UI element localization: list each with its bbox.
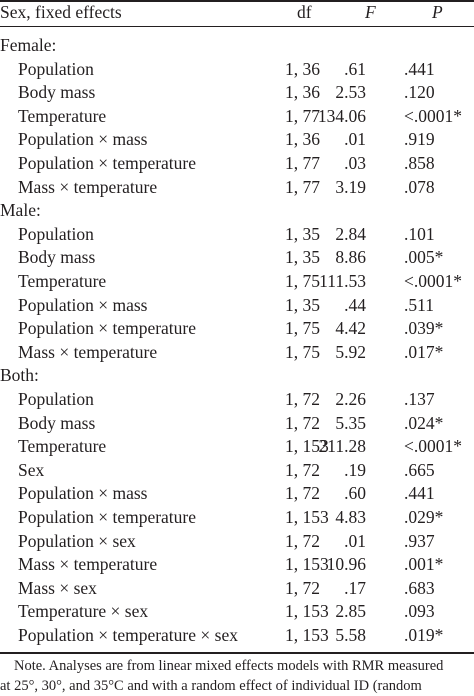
p-cell: .019*: [404, 625, 444, 645]
p-cell: .858: [404, 153, 435, 173]
table-row: [0, 388, 474, 412]
effect-label: Population × mass: [18, 483, 148, 504]
table-note: [0, 656, 474, 696]
df-cell: 1, 35: [285, 294, 320, 315]
df-cell: 1, 36: [285, 82, 320, 103]
table-row: [0, 176, 474, 200]
table-row: [0, 223, 474, 247]
table-header-rule: [0, 26, 474, 27]
effect-label: Population × mass: [18, 129, 148, 150]
f-cell: .03: [344, 153, 366, 173]
p-cell: <.0001*: [404, 105, 462, 126]
f-cell: 3.19: [335, 176, 366, 197]
effect-label: Body mass: [18, 247, 96, 268]
effect-label: Mass × sex: [18, 577, 97, 598]
df-cell: 1, 35: [285, 247, 320, 268]
table-bottom-rule: [0, 652, 474, 654]
df-cell: 1, 36: [285, 129, 320, 150]
group-row: [0, 34, 474, 58]
table-row: [0, 530, 474, 554]
effect-label: Temperature: [18, 105, 107, 126]
effect-label: Population: [18, 223, 94, 244]
p-cell: .665: [404, 459, 435, 480]
p-cell: .120: [404, 82, 435, 103]
p-cell: .078: [404, 176, 435, 197]
effect-label: Population × temperature: [18, 318, 197, 339]
effect-label: Population × sex: [18, 530, 136, 551]
p-cell: .441: [404, 483, 435, 504]
df-cell: 1, 75: [285, 271, 320, 291]
p-cell: .511: [404, 294, 434, 315]
table-row: [0, 128, 474, 152]
f-cell: 111.53: [319, 271, 366, 291]
table-row: [0, 482, 474, 506]
effect-label: Temperature: [18, 436, 107, 457]
df-cell: 1, 153: [285, 436, 329, 457]
table-row: [0, 58, 474, 82]
f-cell: 2.84: [335, 223, 366, 244]
p-cell: .005*: [404, 247, 444, 268]
table-row: [0, 459, 474, 483]
df-cell: 1, 77: [285, 105, 320, 126]
f-cell: 2.53: [335, 82, 366, 103]
table-row: [0, 553, 474, 577]
effect-label: Population: [18, 58, 94, 79]
effect-label: Population × mass: [18, 294, 148, 315]
table-row: [0, 412, 474, 436]
note-line-2: at 25°, 30°, and 35°C and with a random effect of individual ID (random: [0, 678, 422, 694]
group-label: Female:: [0, 35, 57, 55]
f-cell: .44: [344, 294, 366, 315]
effect-label: Temperature × sex: [18, 601, 149, 622]
df-cell: 1, 72: [285, 530, 320, 551]
p-cell: .919: [404, 129, 435, 150]
f-cell: .01: [344, 530, 366, 551]
f-cell: 2.85: [335, 601, 366, 622]
f-cell: .60: [344, 483, 366, 504]
effect-label: Population × temperature × sex: [18, 625, 238, 645]
effect-label: Mass × temperature: [18, 176, 158, 197]
df-cell: 1, 72: [285, 412, 320, 433]
df-cell: 1, 77: [285, 153, 320, 173]
group-label: Both:: [0, 365, 39, 386]
f-cell: 4.83: [335, 507, 366, 527]
f-cell: 8.86: [335, 247, 366, 268]
df-cell: 1, 153: [285, 601, 329, 622]
df-cell: 1, 72: [285, 483, 320, 504]
f-cell: 5.35: [335, 412, 366, 433]
p-cell: <.0001*: [404, 436, 462, 457]
f-cell: .19: [344, 459, 366, 480]
df-cell: 1, 36: [285, 58, 320, 79]
table-row: [0, 577, 474, 601]
f-cell: 2.26: [335, 389, 366, 409]
table-row: [0, 341, 474, 365]
table-row: [0, 152, 474, 176]
df-cell: 1, 75: [285, 341, 320, 362]
f-cell: 211.28: [318, 436, 366, 457]
f-cell: 134.06: [317, 105, 366, 126]
df-cell: 1, 72: [285, 577, 320, 598]
effect-label: Body mass: [18, 412, 96, 433]
df-cell: 1, 153: [285, 554, 329, 575]
p-cell: .683: [404, 577, 435, 598]
table-header: [0, 1, 474, 25]
table-row: [0, 435, 474, 459]
header-p: P: [432, 2, 443, 22]
table-row: [0, 506, 474, 530]
f-cell: 5.92: [335, 341, 366, 362]
p-cell: .001*: [404, 554, 444, 575]
p-cell: .093: [404, 601, 435, 622]
df-cell: 1, 153: [285, 507, 329, 527]
p-cell: .101: [404, 223, 435, 244]
group-label: Male:: [0, 200, 41, 221]
group-row: [0, 199, 474, 223]
effect-label: Population: [18, 389, 94, 409]
header-f: F: [365, 2, 376, 22]
p-cell: .441: [404, 58, 435, 79]
effect-label: Sex: [18, 459, 45, 480]
p-cell: .137: [404, 389, 435, 409]
f-cell: 10.96: [326, 554, 366, 575]
table-row: [0, 317, 474, 341]
f-cell: .01: [344, 129, 366, 150]
df-cell: 1, 35: [285, 223, 320, 244]
note-line-1: Note. Analyses are from linear mixed effects models with RMR measured: [14, 658, 444, 674]
header-df: df: [297, 2, 312, 22]
p-cell: .024*: [404, 412, 444, 433]
df-cell: 1, 153: [285, 625, 329, 645]
effect-label: Mass × temperature: [18, 341, 158, 362]
df-cell: 1, 75: [285, 318, 320, 339]
effect-label: Population × temperature: [18, 507, 197, 527]
table-row: [0, 624, 474, 648]
f-cell: .17: [344, 577, 366, 598]
effect-label: Temperature: [18, 271, 107, 291]
df-cell: 1, 72: [285, 459, 320, 480]
table-row: [0, 270, 474, 294]
effect-label: Body mass: [18, 82, 96, 103]
p-cell: .029*: [404, 507, 444, 527]
df-cell: 1, 77: [285, 176, 320, 197]
effect-label: Mass × temperature: [18, 554, 158, 575]
p-cell: .039*: [404, 318, 444, 339]
p-cell: .017*: [404, 341, 444, 362]
p-cell: <.0001*: [404, 271, 462, 291]
table-row: [0, 246, 474, 270]
header-label: Sex, fixed effects: [0, 2, 122, 22]
table-row: [0, 294, 474, 318]
p-cell: .937: [404, 530, 435, 551]
table-row: [0, 600, 474, 624]
table-row: [0, 81, 474, 105]
df-cell: 1, 72: [285, 389, 320, 409]
table-row: [0, 105, 474, 129]
group-row: [0, 364, 474, 388]
effect-label: Population × temperature: [18, 153, 197, 173]
f-cell: 4.42: [335, 318, 366, 339]
f-cell: 5.58: [335, 625, 366, 645]
f-cell: .61: [344, 58, 366, 79]
